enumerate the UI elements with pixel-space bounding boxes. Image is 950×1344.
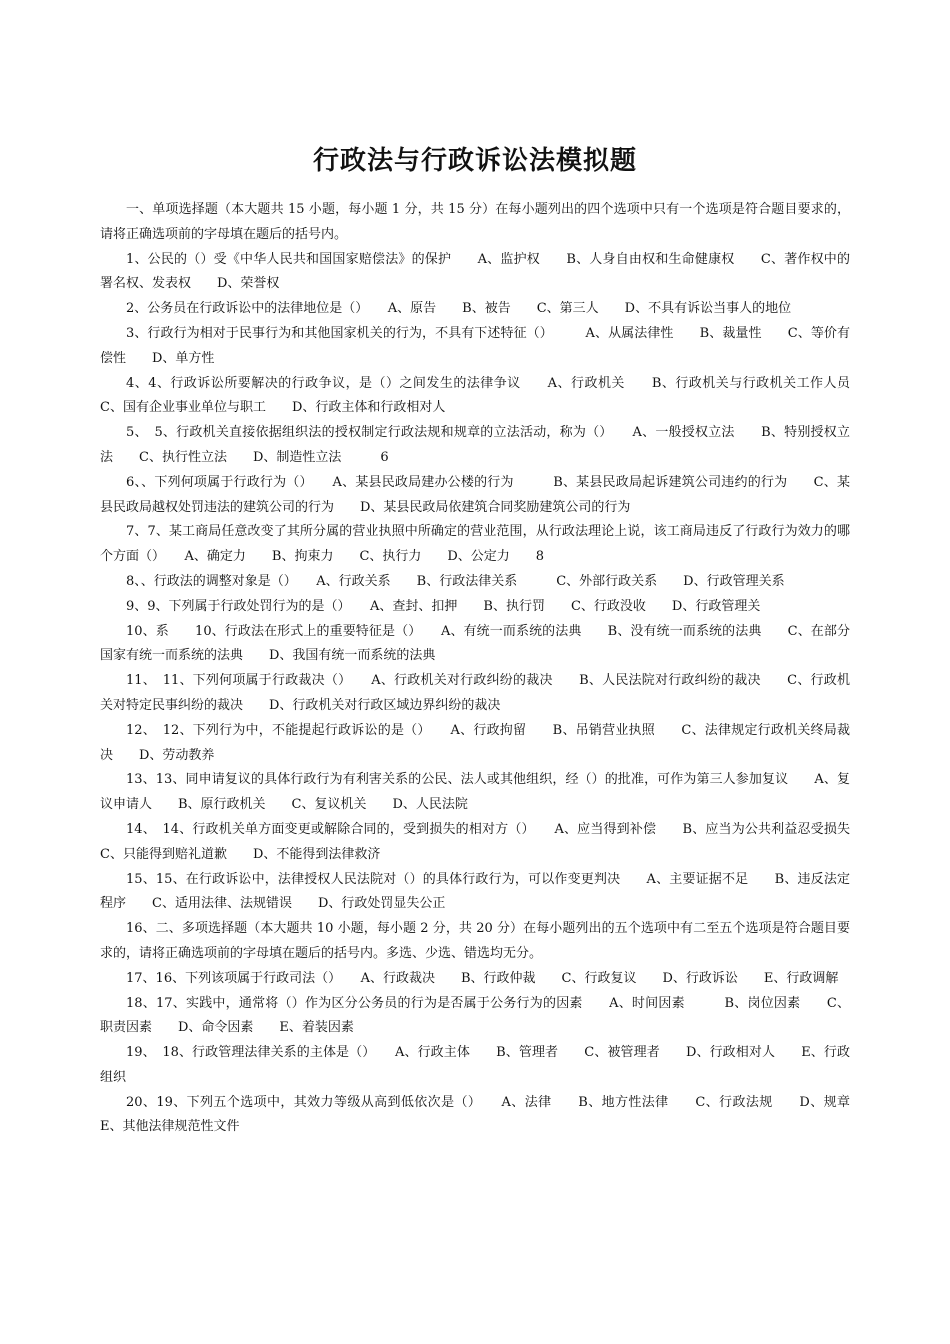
question-11: 11、 11、下列何项属于行政裁决（） A、行政机关对行政纠纷的裁决 B、人民法院对行政纠纷的裁决 C、行政机关对特定民事纠纷的裁决 D、行政机关对行政区域边界纠纷的裁决 (100, 673, 850, 713)
question-18: 19、 18、行政管理法律关系的主体是（） A、行政主体 B、管理者 C、被管理者 D、行政相对人 E、行政组织 (100, 1045, 850, 1085)
question-2: 2、公务员在行政诉讼中的法律地位是（） A、原告 B、被告 C、第三人 D、不具有诉讼当事人的地位 (126, 301, 792, 317)
section-intro-single-choice: 一、单项选择题（本大题共 15 小题，每小题 1 分，共 15 分）在每小题列出的四个选项中只有一个选项是符合题目要求的，请将正确选项前的字母填在题后的括号内。 (100, 202, 850, 242)
question-8: 8、、行政法的调整对象是（） A、行政关系 B、行政法律关系 C、外部行政关系 D、行政管理关系 (126, 573, 785, 589)
question-17: 18、17、实践中，通常将（）作为区分公务员的行为是否属于公务行为的因素 A、时间因素 B、岗位因素 C、职责因素 D、命令因素 E、着装因素 (100, 995, 850, 1036)
question-7: 7、7、某工商局任意改变了其所分属的营业执照中所确定的营业范围，从行政法理论上说，该工商局违反了行政行为效力的哪个方面（） A、确定力 B、拘束力 C、执行力 D、公定力 8 (100, 524, 850, 565)
question-14: 14、 14、行政机关单方面变更或解除合同的，受到损失的相对方（） A、应当得到补偿 B、应当为公共利益忍受损失 C、只能得到赔礼道歉 D、不能得到法律救济 (100, 821, 877, 862)
question-19: 20、19、下列五个选项中，其效力等级从高到低依次是（） A、法律 B、地方性法律 C、行政法规 D、规章 E、其他法律规范性文件 (100, 1094, 877, 1135)
question-16: 17、16、下列该项属于行政司法（） A、行政裁决 B、行政仲裁 C、行政复议 D、行政诉讼 E、行政调解 (126, 970, 839, 986)
question-3: 3、行政行为相对于民事行为和其他国家机关的行为，不具有下述特征（） A、从属法律性 B、裁量性 C、等价有偿性 D、单方性 (100, 325, 850, 366)
section-intro-multiple-choice: 16、二、多项选择题（本大题共 10 小题，每小题 2 分，共 20 分）在每小题列出的五个选项中有二至五个选项是符合题目要求的，请将正确选项前的字母填在题后的括号内。多选、少选、错选均无分。 (100, 921, 850, 961)
document-body (100, 198, 877, 1140)
question-5: 5、 5、行政机关直接依据组织法的授权制定行政法规和规章的立法活动，称为（） A、一般授权立法 B、特别授权立法 C、执行性立法 D、制造性立法 6 (100, 425, 850, 465)
question-12: 12、 12、下列行为中，不能提起行政诉讼的是（） A、行政拘留 B、吊销营业执照 C、法律规定行政机关终局裁决 D、劳动教养 (100, 722, 850, 763)
question-13: 13、13、同申请复议的具体行政行为有利害关系的公民、法人或其他组织，经（）的批准，可作为第三人参加复议 A、复议申请人 B、原行政机关 C、复议机关 D、人民法院 (100, 772, 850, 813)
question-15: 15、15、在行政诉讼中，法律授权人民法院对（）的具体行政行为，可以作变更判决 A、主要证据不足 B、违反法定程序 C、适用法律、法规错误 D、行政处罚显失公正 (100, 871, 850, 912)
question-6: 6、、下列何项属于行政行为（） A、某县民政局建办公楼的行为 B、某县民政局起诉建筑公司违约的行为 C、某县民政局越权处罚违法的建筑公司的行为 D、某县民政局依建筑合同奖励建筑公司的行为 (100, 474, 850, 515)
question-10: 10、系 10、行政法在形式上的重要特征是（） A、有统一而系统的法典 B、没有统一而系统的法典 C、在部分国家有统一而系统的法典 D、我国有统一而系统的法典 (100, 623, 850, 664)
question-4: 4、4、行政诉讼所要解决的行政争议，是（）之间发生的法律争议 A、行政机关 B、行政机关与行政机关工作人员 C、国有企业事业单位与职工 D、行政主体和行政相对人 (100, 375, 877, 416)
question-1: 1、公民的（）受《中华人民共和国国家赔偿法》的保护 A、监护权 B、人身自由权和生命健康权 C、著作权中的署名权、发表权 D、荣誉权 (100, 251, 850, 292)
document-title: 行政法与行政诉讼法模拟题 (312, 146, 637, 176)
question-9: 9、9、下列属于行政处罚行为的是（） A、查封、扣押 B、执行罚 C、行政没收 D、行政管理关 (126, 598, 761, 614)
